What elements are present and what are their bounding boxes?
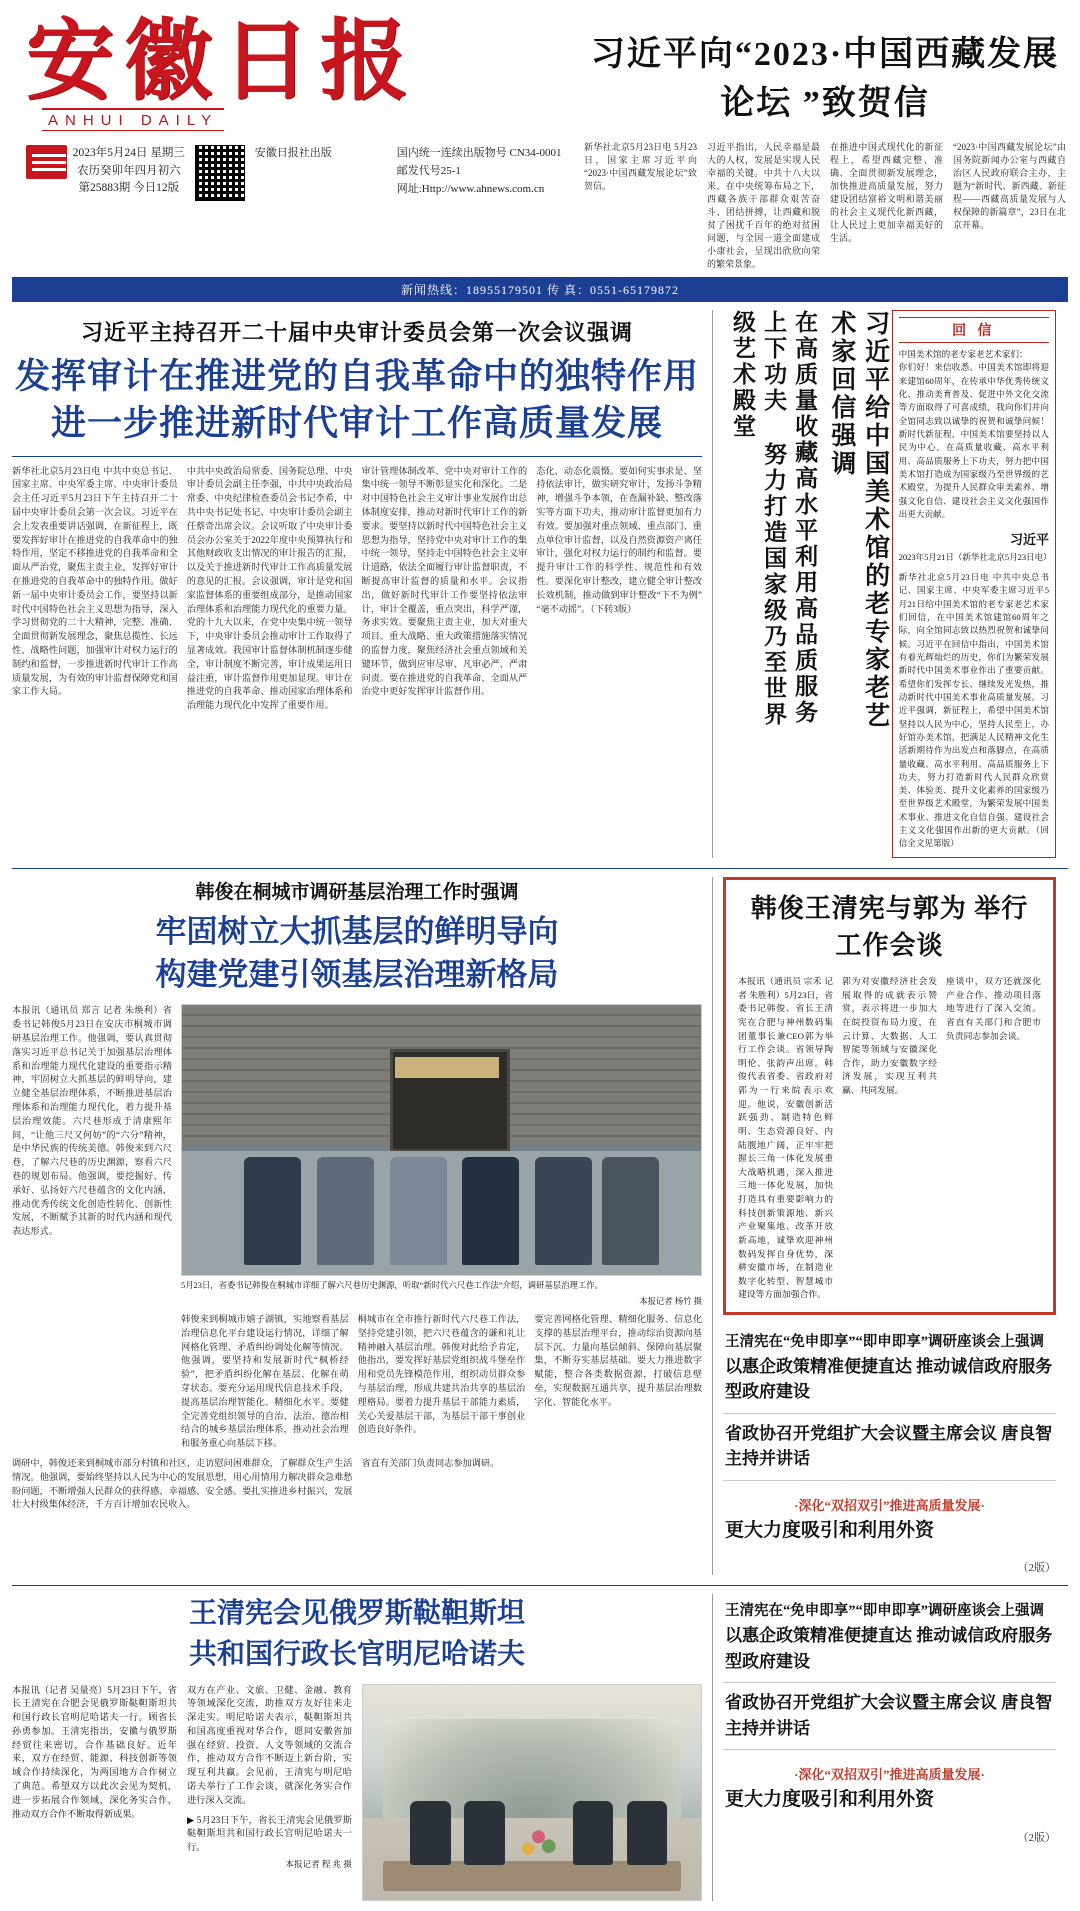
- divider: [12, 456, 702, 457]
- news-digest-list: [723, 1325, 1056, 1575]
- reply-letter-box: [892, 310, 1056, 858]
- digest-headline: 更大力度吸引和利用外资: [725, 1789, 935, 1811]
- bottom-headline-2: 共和国行政长官明尼哈诺夫: [188, 1638, 525, 1670]
- registration-block: [397, 145, 564, 198]
- photo-person: [573, 1801, 614, 1866]
- issue-number: 第25883期 今日12版: [78, 181, 180, 194]
- top-section: [12, 310, 1068, 858]
- bottom-headline-1: 王清宪会见俄罗斯鞑靼斯坦: [188, 1598, 525, 1630]
- bottom-section: [12, 1585, 1068, 1900]
- photo-person: [627, 1801, 668, 1866]
- article-photo-meeting: [362, 1684, 702, 1901]
- list-item[interactable]: [723, 1594, 1056, 1683]
- list-item[interactable]: [723, 1481, 1056, 1554]
- mid-col-1: 本报讯（通讯员 郑言 记者 朱焕利）省委书记韩俊5月23日在安庆市桐城市调研基层治理工作。他强调，要认真贯彻落实习近平总书记关于加强基层治理体系和治理能力现代化建设的重要指示精神，牢固树立大抓基层的鲜明导向，建立健全基层治理体系，不断推进基层治理体系和治理能力现代化，着力提升基层治理效能。六尺巷形成于清康熙年间，“让他三尺又何妨”的“六分”精神，是中华民族的传统美德。韩俊来到六尺巷，了解六尺巷的历史渊源，察看六尺巷的规划布局。他强调，要挖掘好、传承好、弘扬好六尺巷蕴含的文化内涵，推动优秀传统文化创造性转化、创新性发展，不断赋予其新的时代内涵和现代表达形式。: [12, 1005, 172, 1237]
- mid-col-2: 韩俊来到桐城市嬉子湖镇，实地察看基层治理信息化平台建设运行情况，详细了解网格化管理、矛盾纠纷调处化解等情况。他强调，要坚持和发展新时代“枫桥经验”，把矛盾纠纷化解在基层、化解在萌芽状态。要充分运用现代信息技术手段，提高基层治理智能化、精细化水平。要健全完善党组织领导的自治、法治、德治相结合的城乡基层治理体系，推动社会治理和服务重心向基层下移。: [181, 1314, 349, 1449]
- photo-person: [462, 1157, 519, 1265]
- mid-col-6: 省直有关部门负责同志参加调研。: [361, 1458, 500, 1469]
- vertical-title-block: [723, 310, 892, 858]
- photo-person: [535, 1157, 592, 1265]
- digest-headline: 更大力度吸引和利用外资: [725, 1519, 935, 1541]
- top-article-headline-1: 发挥审计在推进党的自我革命中的独特作用: [14, 357, 699, 397]
- hotline-bar: 新闻热线：18955179501 传 真：0551-65179872: [12, 277, 1068, 302]
- digest-section-label: ·深化“双招双引”推进高质量发展·: [794, 1767, 985, 1783]
- top-col-1: 新华社北京5月23日电 中共中央总书记、国家主席、中央军委主席、中央审计委员会主任习近平5月23日下午主持召开二十届中央审计委员会第一次会议。习近平在会上发表重要讲话强调，在新征程上，既要发挥好审计在推进党的自我革命中的独特作用，坚定不移推进党的自我革命和全面从严治党，聚焦主责主业，发挥好审计在推进党的自我革命中的独特作用。做好新一届中央审计委员会工作，要坚持以新时代中国特色社会主义思想为指导，深入学习贯彻党的二十大精神，完整、准确、全面贯彻新发展理念，聚焦总揽性、长远性、战略性问题，加强审计对权力运行的制约和监督，一步推进新时代审计工作高质量发展，为有效的审计监督保障党和国家工作大局。: [12, 465, 178, 697]
- list-item[interactable]: [723, 1414, 1056, 1481]
- mid-col-3: 桐城市在全市推行新时代六尺巷工作法，坚持党建引领，把六尺巷蕴含的谦和礼让精神融入基层治理。韩俊对此给予肯定，他指出，要发挥好基层党组织战斗堡垒作用和党员先锋模范作用，组织动员群众参与基层治理，形成共建共治共享的基层治理格局。要着力提升基层干部能力素质，关心关爱基层干部，为基层干部干事创业创造良好条件。: [357, 1314, 526, 1435]
- lead-col-2: 习近平指出，人民幸福是最大的人权，发展是实现人民幸福的关键。中共十八大以来，在中央统筹布局之下，西藏各族干部群众艰苦奋斗、团结拼搏，让西藏和脱贫了困扰千百年的绝对贫困问题，与全国一道全面建成小康社会，呈现出欣欣向荣的繁荣景象。: [707, 141, 820, 270]
- website-line: 网址:Http://www.ahnews.com.cn: [396, 182, 545, 195]
- lead-col-1: 新华社北京5月23日电 5月23日，国家主席习近平向“2023·中国西藏发展论坛”致贺信。: [584, 141, 697, 191]
- publisher-name: 安徽日报社出版: [254, 147, 332, 160]
- digest-kicker: 王清宪在“免申即享”“即申即享”调研座谈会上强调: [725, 1334, 1044, 1351]
- middle-main-article: [12, 877, 712, 1576]
- reply-salutation: 中国美术馆的老专家老艺术家们：: [898, 349, 1028, 360]
- lead-col-3: 在推进中国式现代化的新征程上，希望西藏完整、准确、全面贯彻新发展理念，加快推进高质量发展，努力建设团结富裕文明和谐美丽的社会主义现代化新西藏，让人民过上更加幸福美好的生活。: [830, 141, 943, 243]
- reply-date: 2023年5月21日（新华社北京5月23日电）: [898, 552, 1052, 563]
- reply-label: 回 信: [899, 317, 1049, 343]
- redbox-col-2: 郭为对安徽经济社会发展取得的成就表示赞赏，表示将进一步加大在皖投资布局力度，在云计算、大数据、人工智能等领域与安徽深化合作，助力安徽数字经济发展，实现互利共赢、共同发展。: [842, 976, 937, 1096]
- photo-caption: 5月23日，省委书记韩俊在桐城市详细了解六尺巷历史渊源，听取“新时代六尺巷工作法”介绍，调研基层治理工作。: [181, 1281, 603, 1291]
- mid-article-headline-2: 构建党建引领基层治理新格局: [155, 957, 559, 993]
- publisher-block: [255, 145, 387, 163]
- digest-section-label: ·深化“双招双引”推进高质量发展·: [794, 1497, 985, 1513]
- bottom-side-column: [712, 1594, 1056, 1900]
- masthead: [0, 0, 1080, 271]
- mid-article-kicker: 韩俊在桐城市调研基层治理工作时强调: [195, 881, 519, 903]
- photo-person: [244, 1157, 301, 1265]
- page-reference: （2版）: [1017, 1831, 1056, 1844]
- anhui-emblem-icon: [26, 145, 67, 179]
- photo-credit: 本报记者 杨竹 摄: [639, 1297, 702, 1307]
- lead-col-4: “2023·中国西藏发展论坛”由国务院新闻办公室与西藏自治区人民政府联合主办，主题为“新时代、新西藏、新征程——西藏高质量发展与人权保障的新篇章”，23日在北京开幕。: [953, 141, 1066, 230]
- issue-date: 2023年5月24日 星期三: [72, 147, 185, 160]
- top-article-headline-2: 进一步推进新时代审计工作高质量发展: [50, 404, 663, 444]
- redbox-body: [738, 975, 1041, 1302]
- photo-person: [464, 1801, 505, 1866]
- photo-plaque: [395, 1057, 499, 1079]
- middle-side-column: [712, 877, 1056, 1576]
- highlighted-article-box: [723, 877, 1056, 1315]
- bottom-col-2-text: 双方在产业、文旅、卫健、金融、教育等领域深化交流，助推双方友好往来走深走实。明尼哈诺夫表示，鞑靼斯坦共和国高度重视对华合作，愿同安徽省加强在经贸、投资、人文等领域的交流合作，推动双方合作不断迈上新台阶，实现互利共赢。会见前，王清宪与明尼哈诺夫举行了工作会谈，就深化务实合作进行深入交流。: [187, 1684, 352, 1805]
- reply-body: 你们好！来信收悉。中国美术馆即将迎来建馆60周年，在传承中华优秀传统文化、推动美育普及、促进中外文化交流等方面取得了可喜成绩，我向你们并向全馆同志致以诚挚的祝贺和诚挚问候！新时代新征程，中国美术馆要坚持以人民为中心，在高质量收藏、高水平利用、高品质服务上下功夫，努力把中国美术馆打造成为国家级乃至世界级的艺术殿堂，为提升人民群众审美素养、增强文化自信、建设社会主义文化强国作出更大贡献。: [898, 362, 1049, 519]
- digest-headline: 以惠企政策精准便捷直达 推动诚信政府服务型政府建设: [725, 1626, 1053, 1671]
- bottom-col-1-text: 本报讯（记者 吴量亮）5月23日下午，省长王清宪在合肥会见俄罗斯鞑靼斯坦共和国行政长官明尼哈诺夫一行。顾省长孙勇参加。王清宪指出，安徽与俄罗斯经贸往来密切，合作基础良好。近年来，双方在经贸、能源、科技创新等领域合作持续深化，为两国地方合作树立了典范。希望双方以此次会见为契机，进一步拓展合作领域，深化务实合作，推动双方合作不断取得新成果。: [12, 1684, 177, 1819]
- bottom-col-1: [12, 1684, 177, 1901]
- top-col-2: 中共中央政治局常委、国务院总理、中央审计委员会副主任李强，中共中央政治局常委、中央纪律检查委员会书记李希，中共中央书记处书记、中央审计委员会副主任蔡奇出席会议。会议听取了中央审计委员会办公室关于2022年度中央预算执行和其他财政收支出情况的审计报告的汇报，以及关于推进新时代审计工作高质量发展的意见的汇报。会议强调，审计是党和国家监督体系的重要组成部分，是推动国家治理体系和治理能力现代化的重要力量。党的十九大以来，在党中央集中统一领导下，中央审计委员会推动审计工作取得了显著成效。我国审计监督体制机制逐步健全，审计制度不断完善，审计成果运用日益注重，审计监督作用更加显现。审计在推进党的自我革命、推动国家治理体系和治理能力现代化中发挥了重要作用。: [186, 465, 353, 711]
- redbox-col-1: 本报讯（通讯员 宗禾 记者 朱胜利）5月23日，省委书记韩俊、省长王清宪在合肥与神州数码集团董事长兼CEO郭为举行工作会谈。省领导陶明伦、张韵声出席。韩俊代表省委、省政府对郭为一行来皖表示欢迎。他说，安徽创新活跃强劲、制造特色鲜明、生态资源良好、内陆腹地广阔，正牢牢把握长三角一体化发展重大战略机遇，深入推进三地一体化发展，加快打造具有重要影响力的科技创新策源地、新兴产业聚集地、改革开放新高地，诚挚欢迎神州数码发挥自身优势，深耕安徽市场，在制造业数字化转型、智慧城市建设等方面加强合作。: [738, 976, 833, 1300]
- photo-table: [383, 1861, 680, 1891]
- top-article-body: [12, 465, 702, 713]
- mid-article-body: [12, 1004, 702, 1451]
- redbox-col-3: 座谈中，双方还就深化产业合作、推动项目落地等进行了深入交流。省直有关部门和合肥市负责同志参加会谈。: [946, 976, 1041, 1041]
- reply-news-body: 新华社北京5月23日电 中共中央总书记、国家主席、中央军委主席习近平5月21日给中国美术馆的老专家老艺术家们回信，在中国美术馆建馆60周年之际，向全馆同志致以热烈祝贺和诚挚问候。习近平在回信中指出，中国美术馆有着光辉灿烂的历史，你们为繁荣发展新时代中国美术事业作出了重要贡献。希望你们发挥专长、继续发光发热，推动新时代中国美术事业高质量发展。习近平强调，新征程上，希望中国美术馆坚持以人民为中心，坚持人民至上，办好馆办美术馆，把满足人民精神文化生活新期待作为出发点和落脚点，在高质量收藏、高水平利用、高品质服务上下功夫，努力打造新时代人民群众欣赏美、体验美、提升文化素养的国家级乃至世界级艺术殿堂，为繁荣发展中国美术事业、推进文化自信自强、建设社会主义文化强国作出新的更大贡献。（回信全文见第版）: [898, 572, 1049, 849]
- bottom-body: [12, 1684, 702, 1901]
- top-col-3: 审计管理体制改革、党中央对审计工作的集中统一领导不断彰显实化和深化。二是对中国特色社会主义审计事业发展作出总体制度安排，推动对新时代审计工作的新要求。要坚持以新时代中国特色社会主义思想为指导，坚持党中央对审计工作的集中统一领导，坚持走中国特色社会主义审计道路，依法全面履行审计监督职责，不断提高审计监督的质量和水平。会议指出，做好新时代审计工作要坚持依法审计，审计全覆盖，重点突出，科学严谨，务求实效。要聚焦主责主业，加大对重大项目、重大战略、重大政策措施落实情况的监督力度，聚焦经济社会重点领域和关键环节，做到应审尽审、凡审必严、严肃问责。要在推进党的自我革命、全面从严治党中更好发挥审计监督作用。: [361, 465, 528, 697]
- top-article-kicker: 习近平主持召开二十届中央审计委员会第一次会议强调: [80, 320, 633, 346]
- article-photo-visit: [181, 1004, 702, 1276]
- newspaper-logo: 安徽日报: [26, 8, 419, 112]
- digest-headline: 省政协召开党组扩大会议暨主席会议 唐良智主持并讲话: [725, 1423, 1053, 1469]
- redbox-headline: 韩俊王清宪与郭为 举行工作会谈: [750, 893, 1029, 961]
- bottom-digest-list: [723, 1594, 1056, 1844]
- list-item[interactable]: [723, 1750, 1056, 1823]
- photo-person: [410, 1801, 451, 1866]
- reply-signature: 习近平: [1009, 532, 1049, 548]
- bottom-photo-caption: ▶ 5月23日下午，省长王清宪会见俄罗斯鞑靼斯坦共和国行政长官明尼哈诺夫一行。: [187, 1814, 352, 1853]
- top-main-article: [12, 310, 712, 858]
- photo-person: [317, 1157, 374, 1265]
- bottom-photo-credit: 本报记者 程 兆 摄: [285, 1859, 352, 1870]
- bottom-article: [12, 1594, 712, 1900]
- photo-person: [390, 1157, 447, 1265]
- page-reference: （2版）: [1017, 1562, 1056, 1575]
- lead-story-title: 习近平向“2023·中国西藏发展论坛 ”致贺信: [590, 36, 1060, 123]
- list-item[interactable]: [723, 1325, 1056, 1414]
- masthead-info: [26, 145, 574, 201]
- issue-date-block: [73, 145, 186, 197]
- list-item[interactable]: [723, 1683, 1056, 1750]
- side-article-vertical-title: 习近平给中国美术馆的老专家老艺术家回信强调: [827, 310, 889, 731]
- qr-code-icon[interactable]: [195, 145, 245, 201]
- top-side-article: [712, 310, 1056, 858]
- mid-col-5: 调研中，韩俊还来到桐城市部分村镇和社区，走访慰问困难群众，了解群众生产生活情况。他强调，要始终坚持以人民为中心的发展思想，用心用情用力解决群众急难愁盼问题，不断增强人民群众的获得感、幸福感、安全感。要扎实推进乡村振兴，发展壮大村级集体经济，千方百计增加农民收入。: [12, 1458, 353, 1510]
- bottom-col-2: [187, 1684, 352, 1901]
- masthead-lead-story: [574, 8, 1066, 271]
- lead-story-body: [584, 141, 1066, 271]
- top-col-4: 态化、动态化震慑。要如何实事求是、坚持依法审计，做实研究审计，发扬斗争精神，增强斗争本领，在查漏补缺、整改落实等方面下功夫，推动审计监督更加有力有效。要加强对重点领域、重点部门、重点单位审计监督，以及自然资源资产离任审计，强化对权力运行的制约和监督。要提升审计工作的科学性、规范性和有效性。要深化审计整改，建立健全审计整改长效机制，推动做到审计整改“下不为例”“毫不动摇”。（下转3版）: [536, 465, 702, 614]
- mid-article-headline-1: 牢固树立大抓基层的鲜明导向: [155, 913, 559, 949]
- side-article-vertical-subtitle: 在高质量收藏高水平利用高品质服务上下功夫 努力打造国家级乃至世界级艺术殿堂: [730, 310, 818, 729]
- digest-kicker: 王清宪在“免申即享”“即申即享”调研座谈会上强调: [725, 1603, 1044, 1620]
- photo-flowers: [518, 1818, 559, 1865]
- digest-headline: 以惠企政策精准便捷直达 推动诚信政府服务型政府建设: [725, 1356, 1053, 1402]
- digest-headline: 省政协召开党组扩大会议暨主席会议 唐良智主持并讲话: [725, 1693, 1053, 1738]
- masthead-left: [14, 8, 574, 271]
- mid-col-4: 要完善网格化管理、精细化服务、信息化支撑的基层治理平台，推动综治资源向基层下沉、力量向基层倾斜、保障向基层聚集，不断夯实基层基础。要大力推进数字赋能，整合各类数据资源，打破信息壁垒，实现数据互通共享，提升基层治理数字化、智能化水平。: [534, 1314, 703, 1407]
- lunar-date: 农历癸卯年四月初六: [77, 164, 181, 177]
- photo-person: [602, 1157, 659, 1265]
- issn-line: 国内统一连续出版物号 CN34-0001 邮发代号25-1: [396, 147, 562, 177]
- middle-section: [12, 868, 1068, 1576]
- newspaper-logo-english: ANHUI DAILY: [42, 108, 224, 131]
